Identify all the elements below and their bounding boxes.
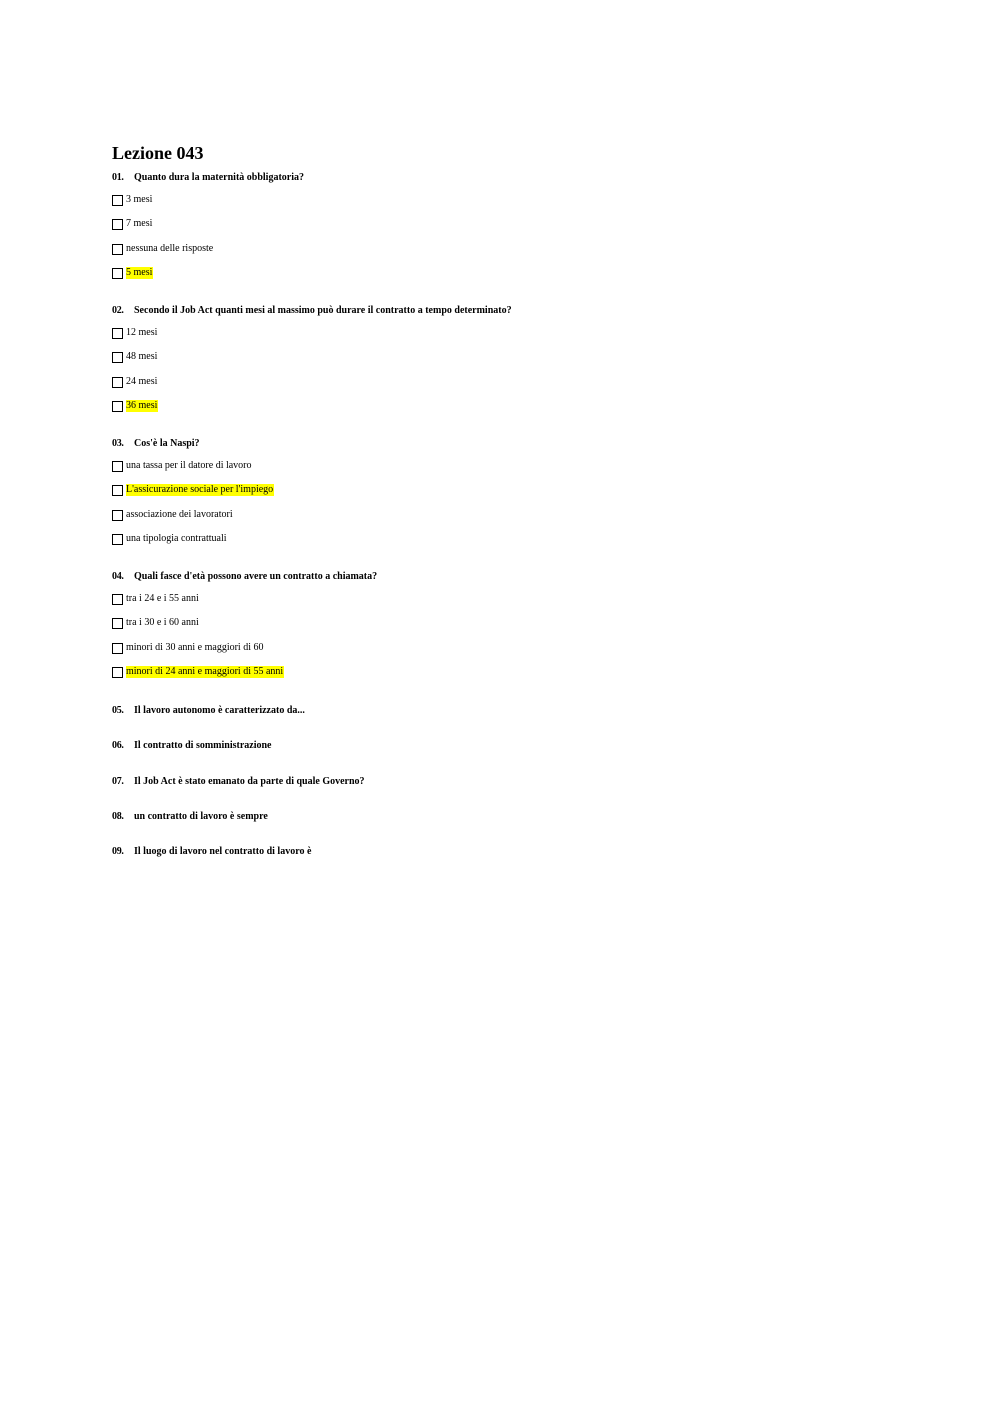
answer-text: nessuna delle risposte [126, 243, 214, 254]
question-number: 04. [112, 571, 124, 582]
correct-answer-text: 5 mesi [126, 267, 153, 278]
answer-option [112, 592, 200, 606]
answer-checkbox[interactable] [112, 328, 123, 339]
answer-text: una tipologia contrattuali [126, 533, 227, 544]
answer-option [112, 350, 158, 364]
answer-checkbox[interactable] [112, 667, 123, 678]
question-number: 08. [112, 811, 124, 822]
correct-answer-text: L'assicurazione sociale per l'impiego [126, 484, 274, 495]
question-number: 06. [112, 740, 124, 751]
answer-checkbox[interactable] [112, 219, 123, 230]
answer-option [112, 532, 228, 546]
question-text: Il contratto di somministrazione [134, 740, 272, 751]
question-5 [112, 704, 305, 718]
answer-checkbox[interactable] [112, 268, 123, 279]
answer-checkbox[interactable] [112, 352, 123, 363]
answer-option [112, 266, 153, 280]
question-text: Secondo il Job Act quanti mesi al massimo può durare il contratto a tempo determinato? [134, 305, 512, 316]
answer-option [112, 326, 158, 340]
answer-option [112, 459, 253, 473]
question-text: Quali fasce d'età possono avere un contratto a chiamata? [134, 571, 378, 582]
question-text: Quanto dura la maternità obbligatoria? [134, 172, 305, 183]
answer-text: 7 mesi [126, 218, 153, 229]
correct-answer-text: minori di 24 anni e maggiori di 55 anni [126, 666, 284, 677]
answer-text: tra i 24 e i 55 anni [126, 593, 199, 604]
answer-text: una tassa per il datore di lavoro [126, 460, 252, 471]
answer-checkbox[interactable] [112, 594, 123, 605]
question-3 [112, 437, 200, 451]
answer-text: minori di 30 anni e maggiori di 60 [126, 642, 264, 653]
question-text: Il lavoro autonomo è caratterizzato da... [134, 705, 305, 716]
answer-option [112, 399, 158, 413]
answer-option [112, 483, 274, 497]
answer-checkbox[interactable] [112, 195, 123, 206]
answer-option [112, 193, 153, 207]
question-text: Il Job Act è stato emanato da parte di quale Governo? [134, 776, 365, 787]
answer-text: 3 mesi [126, 194, 153, 205]
answer-checkbox[interactable] [112, 485, 123, 496]
question-1 [112, 171, 304, 185]
answer-checkbox[interactable] [112, 510, 123, 521]
correct-answer-text: 36 mesi [126, 400, 158, 411]
question-2 [112, 304, 512, 318]
question-6 [112, 739, 272, 753]
question-number: 07. [112, 776, 124, 787]
lesson-title: Lezione 043 [112, 143, 204, 163]
answer-option [112, 375, 158, 389]
question-7 [112, 775, 365, 789]
question-text: un contratto di lavoro è sempre [134, 811, 268, 822]
answer-option [112, 217, 153, 231]
answer-option [112, 616, 200, 630]
question-4 [112, 570, 377, 584]
answer-checkbox[interactable] [112, 643, 123, 654]
answer-option [112, 508, 234, 522]
question-text: Il luogo di lavoro nel contratto di lavoro è [134, 846, 312, 857]
question-number: 02. [112, 305, 124, 316]
answer-text: 12 mesi [126, 327, 158, 338]
answer-checkbox[interactable] [112, 401, 123, 412]
question-number: 09. [112, 846, 124, 857]
answer-option [112, 665, 284, 679]
answer-option [112, 242, 214, 256]
answer-text: associazione dei lavoratori [126, 509, 233, 520]
answer-text: 48 mesi [126, 351, 158, 362]
question-text: Cos'è la Naspi? [134, 438, 200, 449]
answer-checkbox[interactable] [112, 534, 123, 545]
question-number: 01. [112, 172, 124, 183]
answer-checkbox[interactable] [112, 244, 123, 255]
question-number: 05. [112, 705, 124, 716]
answer-checkbox[interactable] [112, 618, 123, 629]
answer-checkbox[interactable] [112, 377, 123, 388]
answer-checkbox[interactable] [112, 461, 123, 472]
answer-text: 24 mesi [126, 376, 158, 387]
question-9 [112, 845, 311, 859]
answer-text: tra i 30 e i 60 anni [126, 617, 199, 628]
answer-option [112, 641, 264, 655]
question-8 [112, 810, 268, 824]
question-number: 03. [112, 438, 124, 449]
